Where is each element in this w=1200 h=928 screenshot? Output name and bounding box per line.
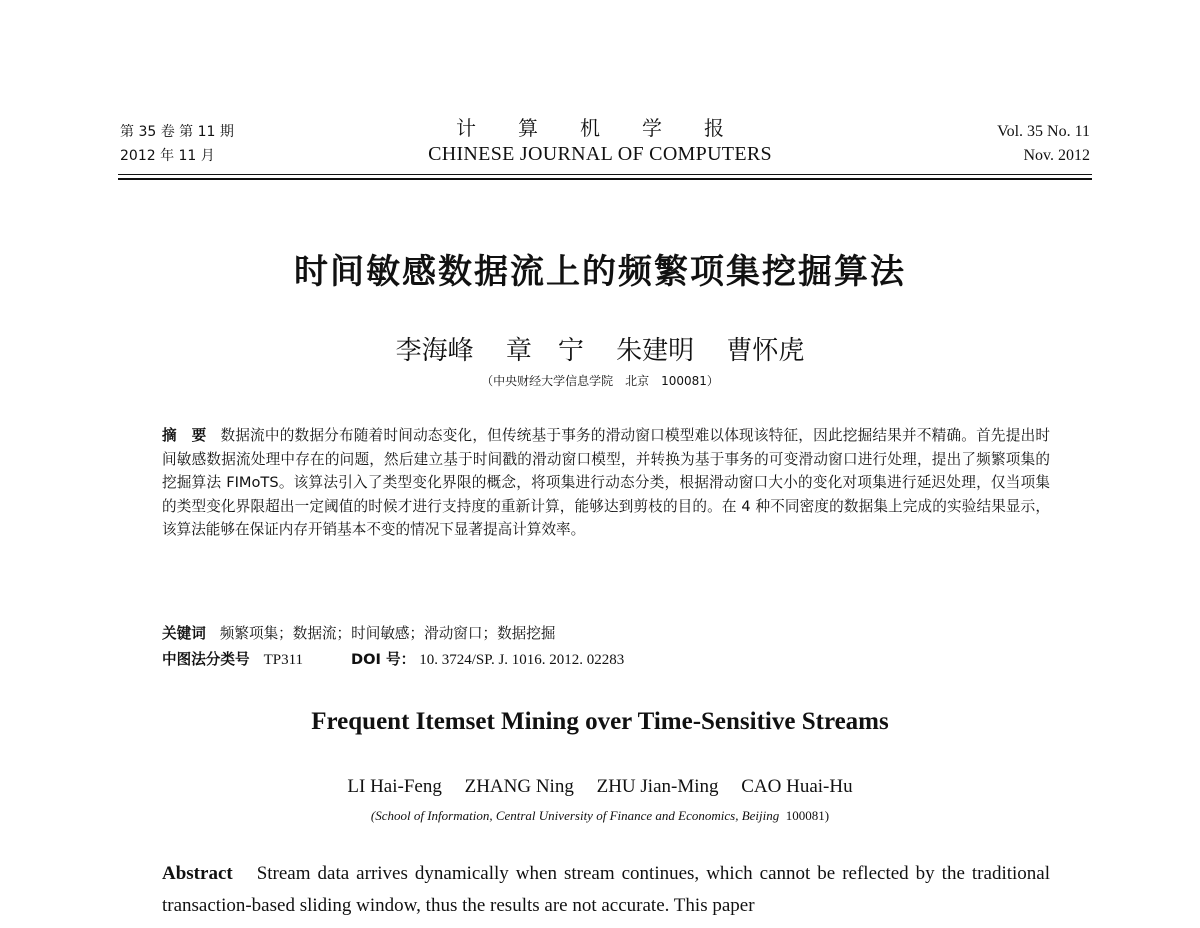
classification-line — [162, 648, 624, 672]
abstract-cn-text: 数据流中的数据分布随着时间动态变化，但传统基于事务的滑动窗口模型难以体现该特征，因此挖掘结果并不精确。首先提出时间敏感数据流处理中存在的问题，然后建立基于时间戳的滑动窗口模型，并转换为基于事务的可变滑动窗口进行处理，提出了频繁项集的挖掘算法 FIMoTS。该算法引入了类型变化界限的概念，将项集进行动态分类，根据滑动窗口大小的变化对项集进行延迟处理，仅当项集的类型变化界限超出一定阈值的时候才进行支持度的重新计算，能够达到剪枝的目的。在 4 种不同密度的数据集上完成的实验结果显示，该算法能够在保证内存开销基本不变的情况下显著提高计算效率。 — [162, 427, 1050, 538]
author-en: ZHU Jian-Ming — [596, 776, 719, 797]
abstract-cn-label: 摘 要 — [162, 427, 207, 444]
doi-value: 10. 3724/SP. J. 1016. 2012. 02283 — [419, 652, 625, 668]
affiliation-en-text: (School of Information, Central University of Finance and Economics, Beijing — [370, 808, 780, 823]
paper-title-en: Frequent Itemset Mining over Time-Sensitive Streams — [311, 708, 889, 735]
classification-value: TP311 — [263, 652, 304, 668]
date-en: Nov. 2012 — [1023, 147, 1090, 164]
authors-cn — [0, 330, 1200, 367]
classification-label: 中图法分类号 — [162, 651, 250, 668]
keywords-text: 频繁项集；数据流；时间敏感；滑动窗口；数据挖掘 — [219, 625, 556, 642]
issue-info-en — [997, 122, 1090, 170]
doi-label: DOI 号： — [351, 651, 416, 668]
header-rule-thick — [118, 178, 1092, 180]
journal-name-en: CHINESE JOURNAL OF COMPUTERS — [428, 143, 772, 165]
affiliation-en — [0, 808, 1200, 824]
abstract-en-label: Abstract — [162, 863, 233, 884]
author-en: ZHANG Ning — [464, 776, 574, 797]
volume-issue-cn: 第 35 卷 第 11 期 — [120, 124, 234, 140]
author-en: CAO Huai-Hu — [741, 776, 853, 797]
affiliation-cn: （中央财经大学信息学院 北京 100081） — [481, 374, 719, 388]
paper-title-cn: 时间敏感数据流上的频繁项集挖掘算法 — [294, 252, 906, 292]
volume-issue-en: Vol. 35 No. 11 — [997, 123, 1090, 140]
journal-name-cn: 计算机学报 — [456, 116, 766, 140]
header-rule-thin — [118, 174, 1092, 175]
author-cn: 曹怀虎 — [726, 336, 805, 366]
affiliation-en-postcode: 100081) — [785, 808, 830, 823]
author-cn: 章 宁 — [505, 336, 584, 366]
abstract-cn — [162, 424, 1050, 542]
keywords-cn — [162, 622, 555, 646]
author-en: LI Hai-Feng — [347, 776, 442, 797]
keywords-label: 关键词 — [162, 625, 206, 642]
abstract-en — [162, 858, 1050, 922]
abstract-en-text: Stream data arrives dynamically when stream continues, which cannot be reflected by the traditional transaction-based sliding window, thus the results are not accurate. This paper — [162, 863, 1050, 916]
date-cn: 2012 年 11 月 — [120, 148, 215, 164]
authors-en — [0, 776, 1200, 798]
author-cn: 李海峰 — [395, 336, 474, 366]
author-cn: 朱建明 — [616, 336, 695, 366]
